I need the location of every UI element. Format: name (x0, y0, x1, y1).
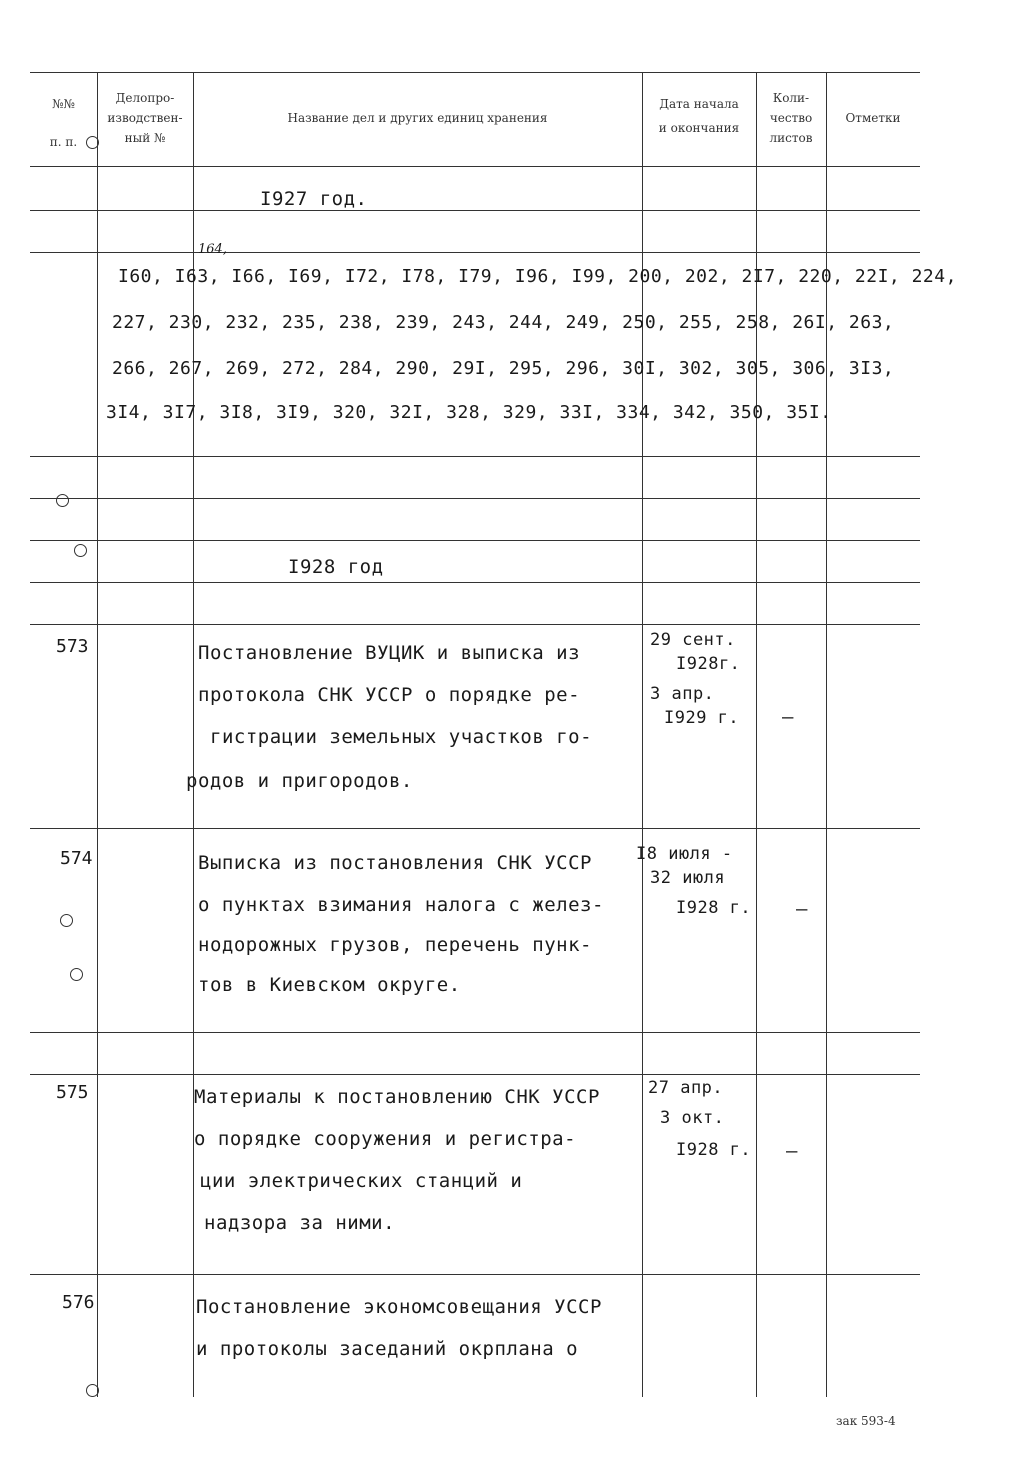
record-title-line: протокола СНК УССР о порядке ре- (198, 684, 581, 706)
binding-hole (86, 1384, 99, 1397)
record-date: 27 апр. (648, 1078, 724, 1098)
header-delo-line3: ный № (124, 131, 166, 145)
header-date-line2: и окончания (658, 121, 740, 135)
header-count-column (756, 88, 826, 148)
binding-hole (86, 136, 99, 149)
record-title-line: родов и пригородов. (186, 770, 413, 792)
record-date: 32 июля (650, 868, 726, 888)
row-rule (30, 210, 920, 211)
header-count-line1: Коли- (772, 91, 810, 105)
header-count-line3: листов (769, 131, 813, 145)
header-delo-line2: изводствен- (107, 111, 183, 125)
record-date: 3 окт. (660, 1108, 725, 1128)
record-date: 3 апр. (650, 684, 715, 704)
record-date: I928 г. (676, 1140, 752, 1160)
row-rule (30, 1032, 920, 1033)
row-rule (30, 1074, 920, 1075)
record-title-line: и протоколы заседаний окрплана о (196, 1338, 579, 1360)
record-title-line: надзора за ними. (204, 1212, 396, 1234)
row-rule (30, 252, 920, 253)
header-number-line1: №№ (52, 97, 75, 111)
record-title-line: нодорожных грузов, перечень пунк- (198, 934, 592, 956)
record-date: I928г. (676, 654, 741, 674)
header-top-rule (30, 72, 920, 73)
record-date: I8 июля - (636, 844, 733, 864)
row-rule (30, 498, 920, 499)
record-number: 576 (62, 1292, 95, 1313)
case-numbers-line: I60, I63, I66, I69, I72, I78, I79, I96, I99, 200, 202, 2I7, 220, 22I, 224, (118, 266, 957, 287)
record-title-line: ции электрических станций и (200, 1170, 523, 1192)
header-date-column (642, 94, 756, 138)
row-rule (30, 1274, 920, 1275)
row-rule (30, 624, 920, 625)
binding-hole (74, 544, 87, 557)
record-date: I929 г. (664, 708, 740, 728)
case-numbers-line: 266, 267, 269, 272, 284, 290, 29I, 295, 296, 30I, 302, 305, 306, 3I3, (112, 358, 895, 379)
handwritten-insert: 164, (198, 242, 227, 257)
record-title-line: тов в Киевском округе. (198, 974, 461, 996)
row-rule (30, 582, 920, 583)
record-title-line: Постановление экономсовещания УССР (196, 1296, 602, 1318)
row-rule (30, 540, 920, 541)
header-date-line1: Дата начала (659, 97, 739, 111)
print-order-mark: зак 593-4 (836, 1414, 896, 1428)
record-sheet-count: – (786, 1140, 798, 1162)
binding-hole (70, 968, 83, 981)
case-numbers-line: 227, 230, 232, 235, 238, 239, 243, 244, 249, 250, 255, 258, 26I, 263, (112, 312, 895, 333)
record-title-line: Материалы к постановлению СНК УССР (194, 1086, 600, 1108)
header-delo-column (97, 88, 193, 148)
year-1927-heading: I927 год. (260, 188, 368, 210)
record-title-line: Выписка из постановления СНК УССР (198, 852, 592, 874)
header-title-column: Название дел и других единиц хранения (287, 111, 548, 125)
header-count-line2: чество (769, 111, 813, 125)
year-1928-heading: I928 год (288, 556, 384, 578)
header-notes-column: Отметки (845, 111, 901, 125)
record-date: 29 сент. (650, 630, 736, 650)
record-number: 575 (56, 1082, 89, 1103)
record-date: I928 г. (676, 898, 752, 918)
header-delo-line1: Делопро- (115, 91, 175, 105)
record-title-line: Постановление ВУЦИК и выписка из (198, 642, 581, 664)
col-rule-num (97, 72, 98, 1397)
binding-hole (60, 914, 73, 927)
record-sheet-count: – (782, 706, 794, 728)
record-sheet-count: – (796, 898, 808, 920)
record-number: 573 (56, 636, 89, 657)
case-numbers-line: 3I4, 3I7, 3I8, 3I9, 320, 32I, 328, 329, 33I, 334, 342, 350, 35I. (106, 402, 832, 423)
record-title-line: о порядке сооружения и регистра- (194, 1128, 577, 1150)
record-title-line: гистрации земельных участков го- (210, 726, 593, 748)
header-number-line2: п. п. (49, 135, 78, 149)
row-rule (30, 828, 920, 829)
binding-hole (56, 494, 69, 507)
record-number: 574 (60, 848, 93, 869)
header-bottom-rule (30, 166, 920, 167)
row-rule (30, 456, 920, 457)
record-title-line: о пунктах взимания налога с желез- (198, 894, 604, 916)
